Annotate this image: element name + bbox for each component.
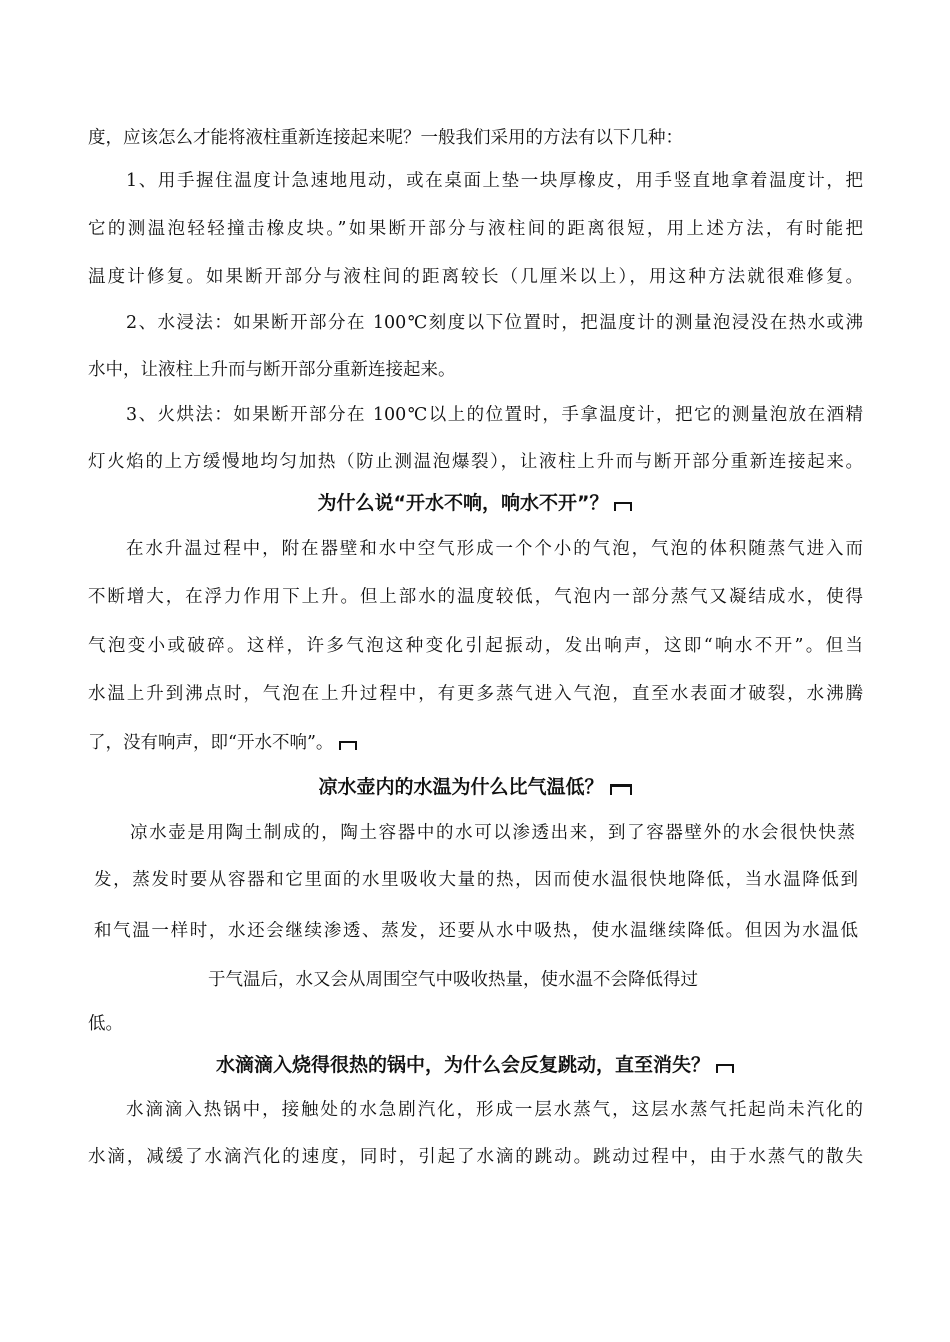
section3-line-1: 水滴滴入热锅中，接触处的水急剧汽化，形成一层水蒸气，这层水蒸气托起尚未汽化的 xyxy=(126,1100,863,1120)
paragraph-mark-icon xyxy=(614,502,632,511)
section2-line-2: 发，蒸发时要从容器和它里面的水里吸收大量的热，因而使水温很快地降低，当水温降低到 xyxy=(94,870,858,890)
section3-title xyxy=(0,1052,950,1078)
section2-title-text: 凉水壶内的水温为什么比气温低？ xyxy=(318,776,604,798)
section2-title xyxy=(0,774,950,800)
section1-title-text: 为什么说“开水不响，响水不开”？ xyxy=(317,492,609,514)
paragraph-mark-icon xyxy=(610,784,632,795)
intro-line-7: 3、火烘法：如果断开部分在 100℃以上的位置时，手拿温度计，把它的测量泡放在酒精 xyxy=(126,405,863,425)
intro-line-8: 灯火焰的上方缓慢地均匀加热（防止测温泡爆裂），让液柱上升而与断开部分重新连接起来。 xyxy=(88,452,863,472)
section3-line-2: 水滴，减缓了水滴汽化的速度，同时，引起了水滴的跳动。跳动过程中，由于水蒸气的散失 xyxy=(88,1147,863,1167)
section2-line-1: 凉水壶是用陶土制成的，陶土容器中的水可以渗透出来，到了容器壁外的水会很快快蒸 xyxy=(130,823,855,843)
section2-line-4: 于气温后，水又会从周围空气中吸收热量，使水温不会降低得过 xyxy=(208,970,698,990)
section1-line-2: 不断增大，在浮力作用下上升。但上部水的温度较低，气泡内一部分蒸气又凝结成水，使得 xyxy=(88,587,863,607)
section1-line-5-text: 了，没有响声，即“开水不响”。 xyxy=(88,733,334,753)
section3-title-text: 水滴滴入烧得很热的锅中，为什么会反复跳动，直至消失？ xyxy=(215,1054,710,1076)
intro-line-2: 1、用手握住温度计急速地甩动，或在桌面上垫一块厚橡皮，用手竖直地拿着温度计，把 xyxy=(126,171,863,191)
paragraph-mark-icon xyxy=(716,1064,734,1073)
section1-title xyxy=(0,490,950,516)
section1-line-1: 在水升温过程中，附在器壁和水中空气形成一个个小的气泡，气泡的体积随蒸气进入而 xyxy=(126,539,863,559)
section1-line-4: 水温上升到沸点时，气泡在上升过程中，有更多蒸气进入气泡，直至水表面才破裂，水沸腾 xyxy=(88,684,863,704)
intro-line-6: 水中，让液柱上升而与断开部分重新连接起来。 xyxy=(88,360,456,380)
intro-line-3: 它的测温泡轻轻撞击橡皮块。”如果断开部分与液柱间的距离很短，用上述方法，有时能把 xyxy=(88,219,863,239)
section1-line-5 xyxy=(88,731,863,755)
intro-line-1: 度，应该怎么才能将液柱重新连接起来呢？一般我们采用的方法有以下几种： xyxy=(88,128,683,148)
section2-line-5: 低。 xyxy=(88,1014,123,1034)
paragraph-mark-icon xyxy=(339,741,357,750)
intro-line-4: 温度计修复。如果断开部分与液柱间的距离较长（几厘米以上），用这种方法就很难修复。 xyxy=(88,267,863,287)
section1-line-3: 气泡变小或破碎。这样，许多气泡这种变化引起振动，发出响声，这即“响水不开”。但当 xyxy=(88,636,863,656)
intro-line-5: 2、水浸法：如果断开部分在 100℃刻度以下位置时，把温度计的测量泡浸没在热水或沸 xyxy=(126,313,863,333)
section2-line-3: 和气温一样时，水还会继续渗透、蒸发，还要从水中吸热，使水温继续降低。但因为水温低 xyxy=(94,921,858,941)
